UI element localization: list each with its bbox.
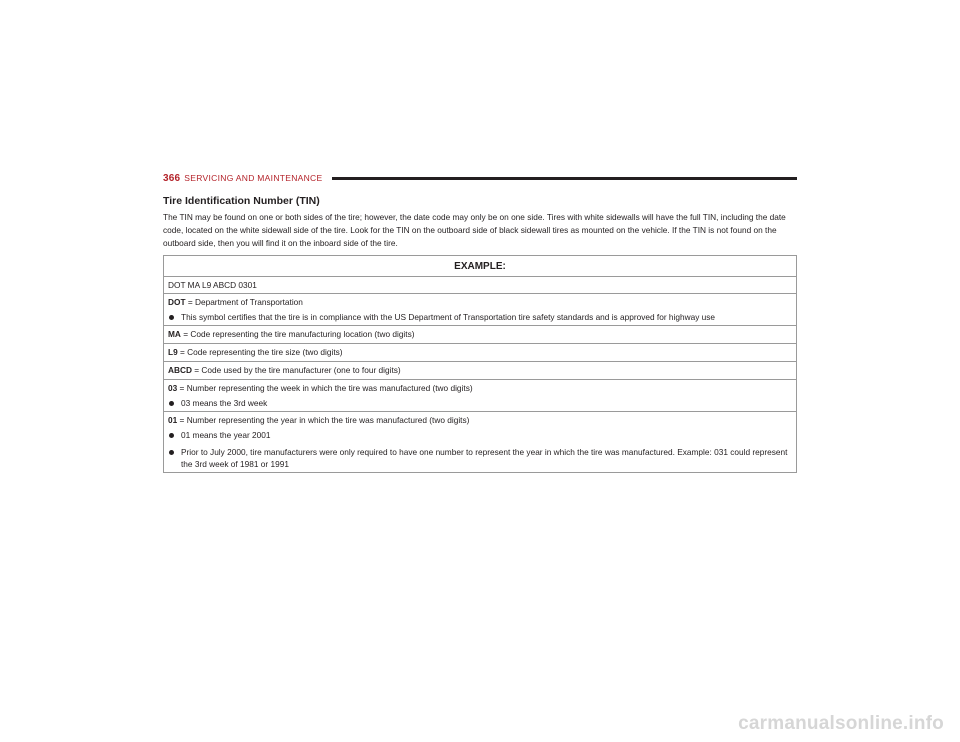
row-week <box>164 379 796 411</box>
term-abcd: ABCD <box>168 365 192 375</box>
bullet-dot-icon <box>169 433 174 438</box>
term-ma: MA <box>168 329 181 339</box>
term-week: 03 <box>168 383 178 393</box>
example-code: DOT MA L9 ABCD 0301 <box>164 276 796 293</box>
bullet-item: 01 means the year 2001 <box>168 429 792 441</box>
bullet-dot-icon <box>169 450 174 455</box>
page-header <box>163 171 797 185</box>
definition-week: = Number representing the week in which the tire was manufactured (two digits) <box>177 383 473 393</box>
bullet-dot-icon <box>169 401 174 406</box>
row-dot <box>164 293 796 325</box>
definition-l9: = Code representing the tire size (two digits) <box>177 347 343 357</box>
definition-abcd: = Code used by the tire manufacturer (one to four digits) <box>191 365 401 375</box>
row-abcd <box>164 361 796 379</box>
term-year: 01 <box>168 415 178 425</box>
watermark: carmanualsonline.info <box>738 713 944 734</box>
bullet-item: 03 means the 3rd week <box>168 397 792 409</box>
term-l9: L9 <box>168 347 178 357</box>
row-l9 <box>164 343 796 361</box>
definition-ma: = Code representing the tire manufacturing location (two digits) <box>180 329 415 339</box>
page-number: 366 <box>163 172 181 184</box>
section-heading: Tire Identification Number (TIN) <box>163 195 320 207</box>
definition-year: = Number representing the year in which the tire was manufactured (two digits) <box>177 415 470 425</box>
bullet-item: Prior to July 2000, tire manufacturers were only required to have one number to represent the year in which the tire was manufactured. Example: 031 could represent the 3rd week of 1981 or 1991 <box>168 446 792 470</box>
section-title: SERVICING AND MAINTENANCE <box>184 173 323 183</box>
header-rule <box>332 177 797 180</box>
bullet-item: This symbol certifies that the tire is in compliance with the US Department of Transportation tire safety standards and is approved for highway use <box>168 311 792 323</box>
bullet-dot-icon <box>169 315 174 320</box>
intro-paragraph: The TIN may be found on one or both sides of the tire; however, the date code may only be on one side. Tires with white sidewalls will have the full TIN, including the date code, located on the white sidewall side of the tire. Look for the TIN on the outboard side of black sidewall tires as mounted on the vehicle. If the TIN is not found on the outboard side, then you will find it on the inboard side of the tire. <box>163 212 786 248</box>
term-dot: DOT <box>168 297 186 307</box>
row-year <box>164 411 796 472</box>
definition-dot: = Department of Transportation <box>185 297 303 307</box>
example-title: EXAMPLE: <box>454 260 506 272</box>
row-ma <box>164 325 796 343</box>
example-table <box>163 255 797 473</box>
